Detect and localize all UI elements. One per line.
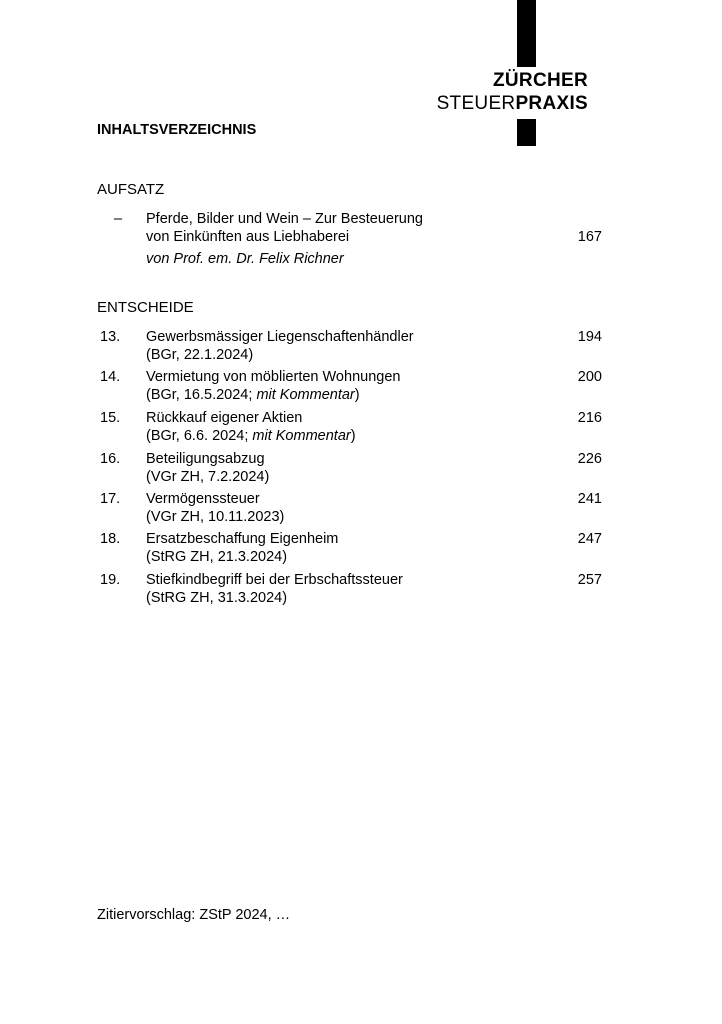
decision-number: 16. bbox=[100, 451, 121, 467]
decision-title: Vermögenssteuer bbox=[146, 491, 260, 507]
decision-page: 241 bbox=[577, 491, 602, 507]
section-heading-essay: AUFSATZ bbox=[97, 181, 165, 198]
logo-line1: ZÜRCHER bbox=[493, 70, 588, 91]
decision-source-comment: mit Kommentar bbox=[256, 387, 355, 403]
decision-source: (BGr, 22.1.2024) bbox=[146, 347, 254, 363]
decision-number: 15. bbox=[100, 410, 121, 426]
logo-line2-regular: STEUER bbox=[436, 93, 516, 114]
decision-source: (VGr ZH, 10.11.2023) bbox=[146, 509, 285, 525]
logo-bar-bottom bbox=[517, 119, 536, 146]
decision-text bbox=[146, 450, 546, 486]
decision-source bbox=[146, 427, 546, 445]
decision-title: Ersatzbeschaffung Eigenheim bbox=[146, 531, 339, 547]
decision-page: 226 bbox=[577, 451, 602, 467]
decision-page: 257 bbox=[577, 572, 602, 588]
decision-number: 17. bbox=[100, 491, 121, 507]
decision-title: Beteiligungsabzug bbox=[146, 451, 265, 467]
decision-text bbox=[146, 530, 546, 566]
decision-text bbox=[146, 368, 546, 404]
decision-page: 247 bbox=[577, 531, 602, 547]
logo-line2 bbox=[437, 93, 588, 115]
decision-page: 200 bbox=[577, 369, 602, 385]
logo-line2-bold: PRAXIS bbox=[515, 93, 588, 114]
decision-number: 18. bbox=[100, 531, 121, 547]
decision-text bbox=[146, 490, 546, 526]
decision-source-comment: mit Kommentar bbox=[252, 428, 351, 444]
decision-source-prefix: (BGr, 16.5.2024; bbox=[146, 387, 257, 403]
decision-page: 216 bbox=[577, 410, 602, 426]
decision-source bbox=[146, 386, 546, 404]
decision-source-suffix: ) bbox=[354, 387, 360, 403]
page-title: INHALTSVERZEICHNIS bbox=[97, 122, 257, 138]
decision-text bbox=[146, 328, 546, 364]
decision-title: Vermietung von möblierten Wohnungen bbox=[146, 369, 401, 385]
section-heading-decisions: ENTSCHEIDE bbox=[97, 299, 194, 316]
essay-text bbox=[146, 210, 546, 268]
essay-marker: – bbox=[114, 211, 123, 227]
decision-number: 13. bbox=[100, 329, 121, 345]
decision-text bbox=[146, 409, 546, 445]
citation-suggestion: Zitiervorschlag: ZStP 2024, … bbox=[97, 907, 291, 923]
decision-number: 19. bbox=[100, 572, 121, 588]
decision-title: Rückkauf eigener Aktien bbox=[146, 410, 303, 426]
essay-page: 167 bbox=[577, 229, 602, 245]
decision-title: Stiefkindbegriff bei der Erbschaftssteuer bbox=[146, 572, 403, 588]
decision-source: (StRG ZH, 21.3.2024) bbox=[146, 549, 288, 565]
decision-text bbox=[146, 571, 546, 607]
decision-page: 194 bbox=[577, 329, 602, 345]
decision-source-suffix: ) bbox=[350, 428, 356, 444]
essay-author: von Prof. em. Dr. Felix Richner bbox=[146, 251, 344, 267]
decision-number: 14. bbox=[100, 369, 121, 385]
decision-title: Gewerbsmässiger Liegenschaftenhändler bbox=[146, 329, 414, 345]
decision-source-prefix: (BGr, 6.6. 2024; bbox=[146, 428, 253, 444]
essay-title-line2: von Einkünften aus Liebhaberei bbox=[146, 229, 350, 245]
decision-source: (StRG ZH, 31.3.2024) bbox=[146, 590, 288, 606]
decision-source: (VGr ZH, 7.2.2024) bbox=[146, 469, 270, 485]
logo-bar-top bbox=[517, 0, 536, 67]
essay-title-line1: Pferde, Bilder und Wein – Zur Besteuerung bbox=[146, 211, 424, 227]
